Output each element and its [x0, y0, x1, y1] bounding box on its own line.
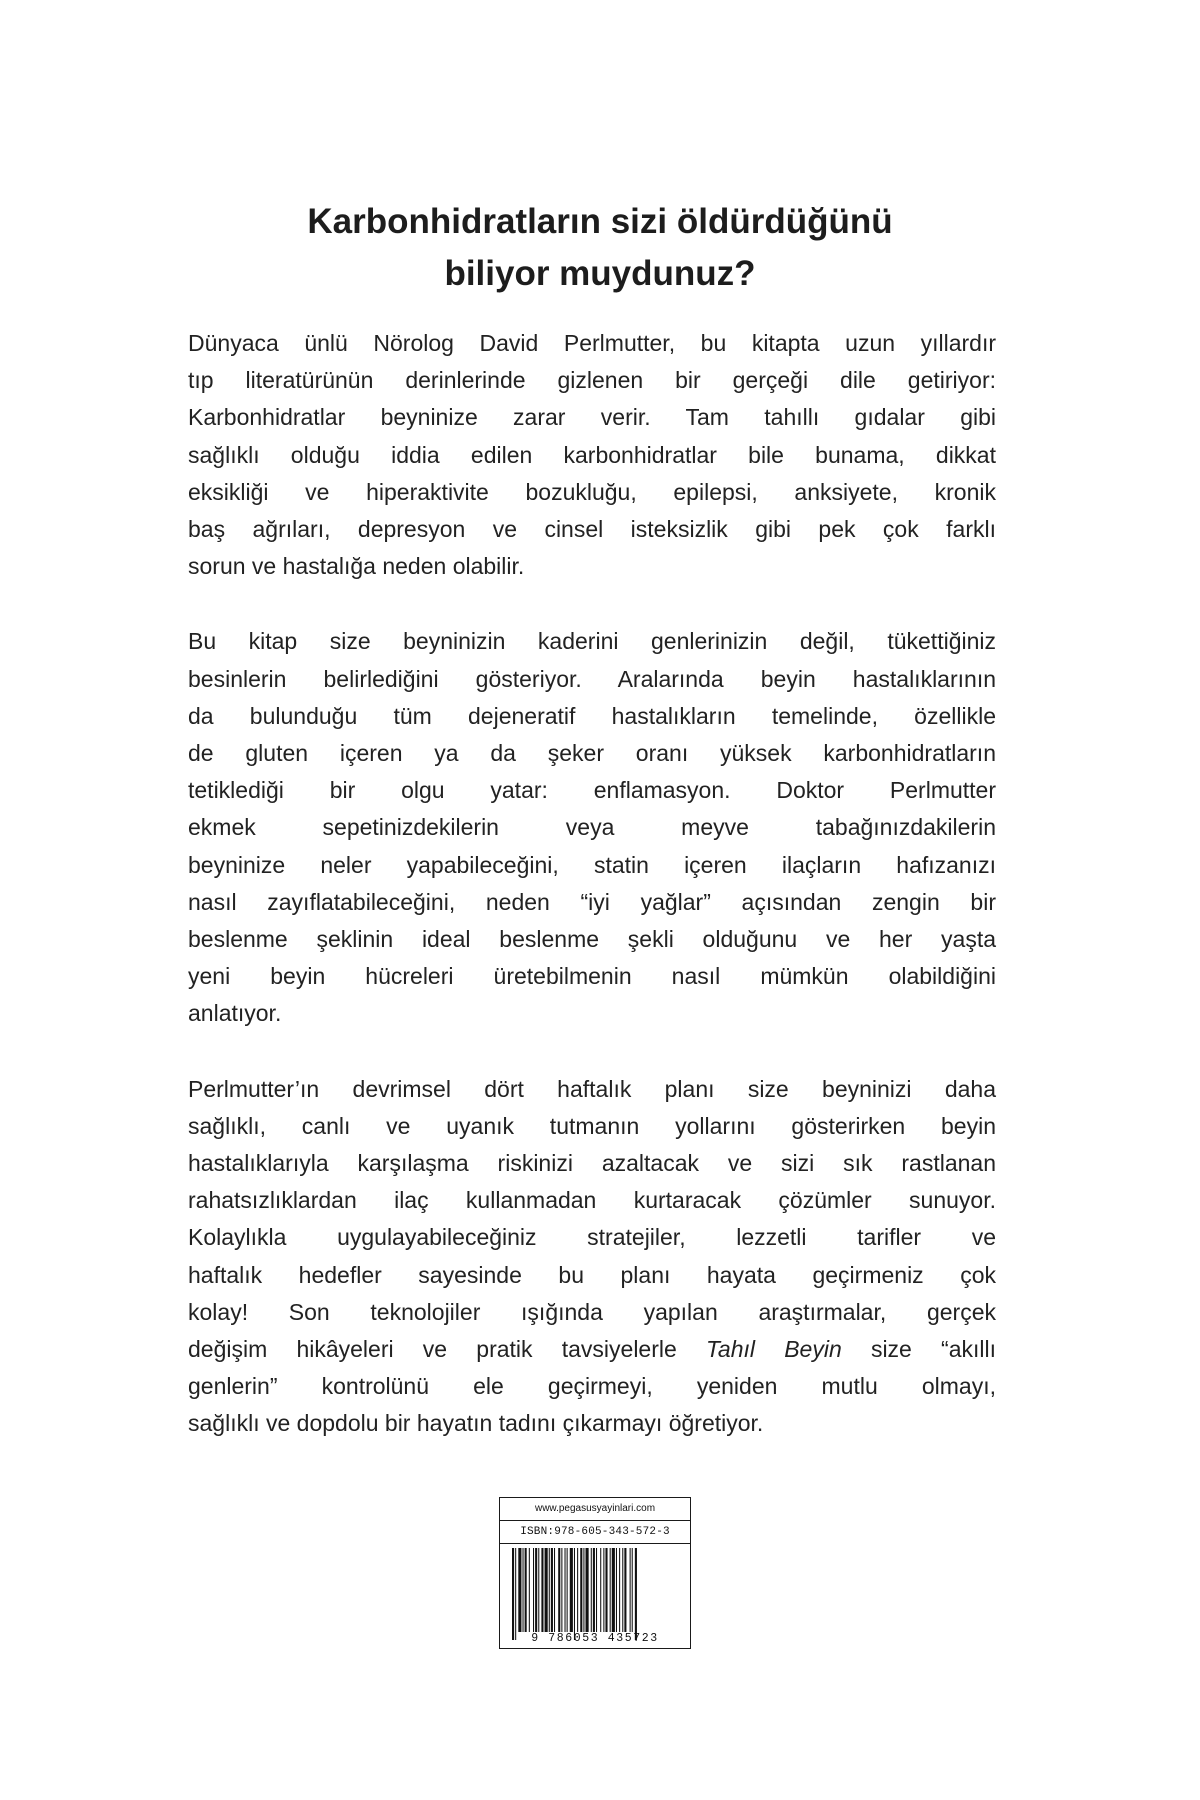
text-line: tıp literatürünün derinlerinde gizlenen bir gerçeği dile getiriyor:: [188, 367, 996, 394]
barcode-bar: [525, 1548, 527, 1632]
book-title-italic: Tahıl Beyin: [705, 1336, 842, 1363]
headline-line-1: Karbonhidratların sizi öldürdüğünü: [307, 202, 893, 241]
barcode-bar: [529, 1548, 530, 1632]
barcode-bar: [630, 1548, 631, 1632]
barcode-bar: [619, 1548, 620, 1632]
text-line: Dünyaca ünlü Nörolog David Perlmutter, bu kitapta uzun yıllardır: [188, 330, 996, 356]
barcode-bar: [591, 1548, 592, 1632]
barcode-bar: [583, 1548, 584, 1632]
barcode-bar: [549, 1548, 550, 1632]
isbn-label: ISBN:978-605-343-572-3: [500, 1521, 690, 1544]
barcode-bar: [538, 1548, 539, 1632]
barcode-bar: [567, 1548, 568, 1632]
text-line: haftalık hedefler sayesinde bu planı hayata geçirmeniz çok: [188, 1261, 996, 1288]
barcode-bar: [610, 1548, 611, 1632]
barcode-bar: [622, 1548, 623, 1632]
barcode-bar: [624, 1548, 626, 1632]
barcode-bar: [574, 1548, 575, 1640]
paragraph-1: [188, 325, 996, 585]
text-line: Bu kitap size beyninizin kaderini genlerinizin değil, tükettiğiniz: [188, 628, 996, 655]
paragraph-3: [188, 1071, 996, 1443]
text-line: sorun ve hastalığa neden olabilir.: [188, 553, 525, 580]
publisher-url: www.pegasusyayinlari.com: [500, 1498, 690, 1521]
barcode-bar: [586, 1548, 589, 1632]
text-line: ekmek sepetinizdekilerin veya meyve tabağınızdakilerin: [188, 814, 996, 841]
text-line: genlerin” kontrolünü ele geçirmeyi, yeniden mutlu olmayı,: [188, 1373, 996, 1400]
barcode-bar: [551, 1548, 553, 1632]
barcode-bar: [554, 1548, 555, 1632]
text-line: sağlıklı, canlı ve uyanık tutmanın yollarını gösterirken beyin: [188, 1112, 996, 1139]
text-line: rahatsızlıklardan ilaç kullanmadan kurtaracak çözümler sunuyor.: [188, 1187, 996, 1214]
barcode-bar: [541, 1548, 543, 1632]
headline: [180, 196, 1020, 300]
barcode-bar: [512, 1548, 514, 1640]
barcode-bar: [612, 1548, 615, 1632]
text-line: hastalıklarıyla karşılaşma riskinizi azaltacak ve sizi sık rastlanan: [188, 1150, 996, 1177]
text-line: da bulunduğu tüm dejeneratif hastalıkların temelinde, özellikle: [188, 702, 996, 729]
barcode-bar: [593, 1548, 595, 1632]
text-line: Kolaylıkla uygulayabileceğiniz stratejiler, lezzetli tarifler ve: [188, 1224, 996, 1251]
text-line: beyninize neler yapabileceğini, statin içeren ilaçların hafızanızı: [188, 851, 996, 878]
text-line: nasıl zayıflatabileceğini, neden “iyi yağlar” açısından zengin bir: [188, 888, 996, 915]
barcode-bar: [635, 1548, 637, 1640]
barcode-bar: [632, 1548, 633, 1632]
text-line: tetiklediği bir olgu yatar: enflamasyon. Doktor Perlmutter: [188, 777, 996, 804]
barcode-bar: [545, 1548, 548, 1632]
barcode-bar: [600, 1548, 601, 1632]
barcode-bar: [523, 1548, 524, 1632]
headline-line-2: biliyor muydunuz?: [444, 254, 756, 293]
text-line: kolay! Son teknolojiler ışığında yapılan araştırmalar, gerçek: [188, 1298, 996, 1325]
blurb: [188, 325, 996, 1481]
barcode-bar: [533, 1548, 534, 1632]
barcode-bar: [561, 1548, 562, 1632]
barcode-bar: [518, 1548, 521, 1632]
text-line: [188, 1331, 996, 1368]
barcode-bar: [603, 1548, 604, 1632]
barcode-bar: [535, 1548, 537, 1632]
barcode-bar: [605, 1548, 607, 1632]
barcode-block: [499, 1497, 691, 1649]
barcode-bar: [570, 1548, 573, 1632]
barcode-bar: [577, 1548, 578, 1632]
barcode-bar: [515, 1548, 516, 1640]
text-line: besinlerin belirlediğini gösteriyor. Aralarında beyin hastalıklarının: [188, 665, 996, 692]
text-line: eksikliği ve hiperaktivite bozukluğu, epilepsi, anksiyete, kronik: [188, 478, 996, 505]
barcode-number: 9 786053 435723: [531, 1632, 659, 1645]
text-line: anlatıyor.: [188, 1000, 282, 1027]
text-line: sağlıklı ve dopdolu bir hayatın tadını çıkarmayı öğretiyor.: [188, 1410, 764, 1437]
barcode-bar: [558, 1548, 560, 1632]
paragraph-2: [188, 623, 996, 1032]
text-line: Karbonhidratlar beyninize zarar verir. Tam tahıllı gıdalar gibi: [188, 404, 996, 431]
text-line: yeni beyin hücreleri üretebilmenin nasıl mümkün olabildiğini: [188, 963, 996, 990]
text-line: Perlmutter’ın devrimsel dört haftalık planı size beyninizi daha: [188, 1075, 996, 1102]
text-line: beslenme şeklinin ideal beslenme şekli olduğunu ve her yaşta: [188, 926, 996, 953]
text-segment: size “akıllı: [841, 1336, 996, 1363]
barcode-bar: [616, 1548, 617, 1632]
barcode-bar: [580, 1548, 582, 1632]
text-line: baş ağrıları, depresyon ve cinsel isteksizlik gibi pek çok farklı: [188, 516, 996, 543]
barcode-bar: [596, 1548, 597, 1632]
barcode-graphic: [500, 1544, 690, 1648]
text-line: sağlıklı olduğu iddia edilen karbonhidratlar bile bunama, dikkat: [188, 441, 996, 468]
text-line: de gluten içeren ya da şeker oranı yüksek karbonhidratların: [188, 740, 996, 767]
barcode-bar: [565, 1548, 566, 1632]
text-segment: değişim hikâyeleri ve pratik tavsiyelerle: [188, 1336, 706, 1363]
